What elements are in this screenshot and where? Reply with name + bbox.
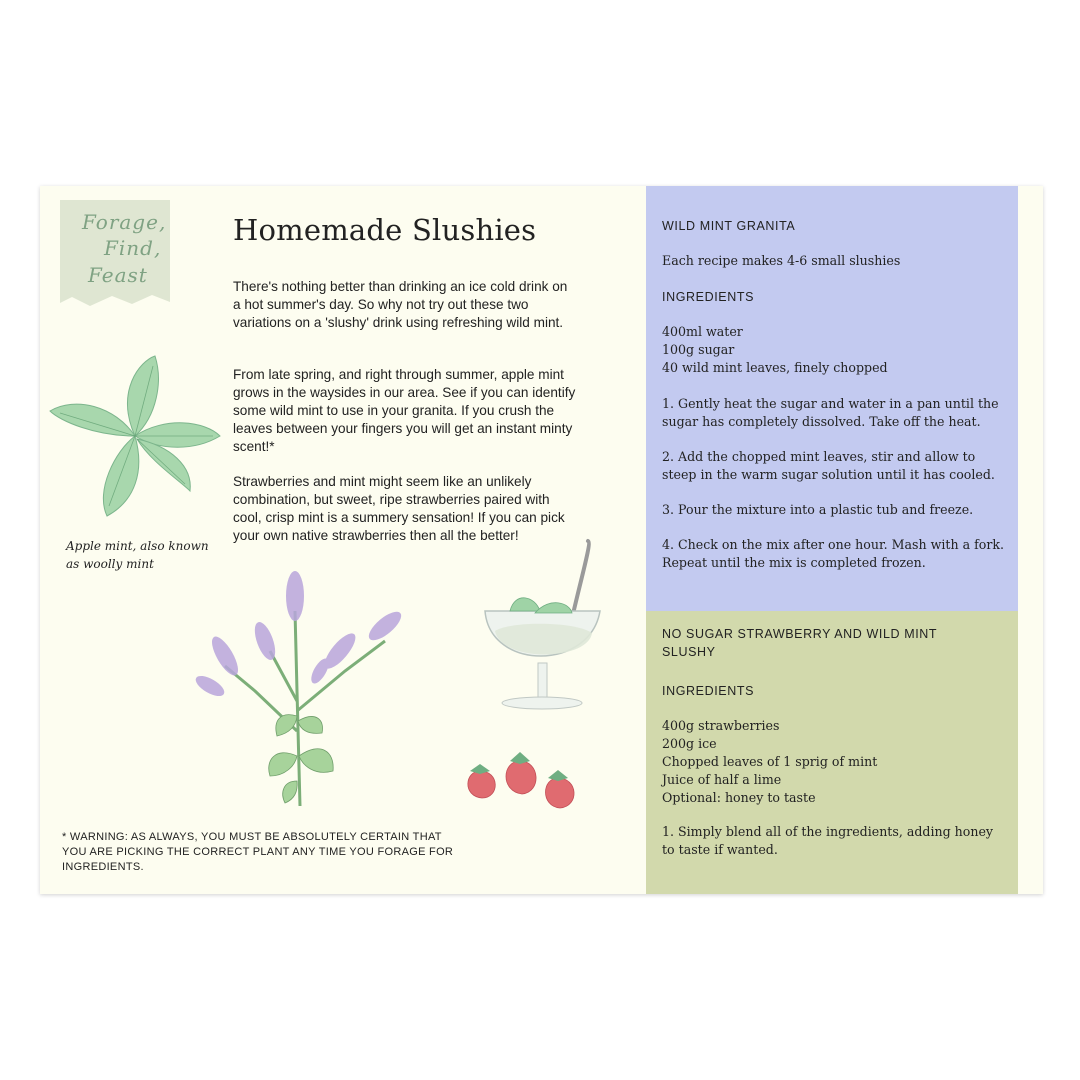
granita-step-1: 1. Gently heat the sugar and water in a pan until the sugar has completely dissolved. Take off the heat. (662, 396, 999, 429)
mint-caption (66, 537, 216, 573)
slushy-ingredients-list (662, 717, 1007, 807)
intro-paragraph-1: There's nothing better than drinking an ice cold drink on a hot summer's day. So why not try out these two variations on a 'slushy' drink using refreshing wild mint. (233, 279, 568, 330)
logo-line-2: Find, (104, 236, 162, 260)
granita-yield: Each recipe makes 4-6 small slushies (662, 253, 901, 268)
logo-line-1: Forage, (82, 210, 167, 234)
list-item: 40 wild mint leaves, finely chopped (662, 360, 888, 375)
warning-note: * WARNING: AS ALWAYS, YOU MUST BE ABSOLUTELY CERTAIN THAT YOU ARE PICKING THE CORRECT PLANT ANY TIME YOU FORAGE FOR INGREDIENTS. (62, 831, 454, 873)
granita-step-3: 3. Pour the mixture into a plastic tub and freeze. (662, 502, 974, 517)
list-item: 400g strawberries (662, 718, 780, 733)
mint-leaves-illustration (45, 351, 225, 521)
list-item: 200g ice (662, 736, 717, 751)
slushy-step-1: 1. Simply blend all of the ingredients, adding honey to taste if wanted. (662, 824, 994, 857)
granita-step-4: 4. Check on the mix after one hour. Mash with a fork. Repeat until the mix is completed frozen. (662, 537, 1004, 570)
granita-glass-illustration (480, 541, 630, 701)
granita-ingredients-label: INGREDIENTS (662, 290, 755, 304)
flowering-mint-illustration (185, 571, 415, 816)
list-item: Juice of half a lime (662, 772, 782, 787)
strawberries-illustration (460, 746, 590, 826)
intro-paragraph-3: Strawberries and mint might seem like an unlikely combination, but sweet, ripe strawberries paired with cool, crisp mint is a summery sensation! If you can pick your own native strawberries then all the better! (233, 474, 565, 543)
list-item: Chopped leaves of 1 sprig of mint (662, 754, 878, 769)
slushy-ingredients-label: INGREDIENTS (662, 684, 755, 698)
granita-ingredients-list (662, 323, 1007, 377)
intro-paragraph-2: From late spring, and right through summer, apple mint grows in the waysides in our area. See if you can identify some wild mint to use in your granita. If you crush the leaves between your fingers you will get an instant minty scent!* (233, 367, 576, 454)
list-item: 400ml water (662, 324, 743, 339)
page-title: Homemade Slushies (233, 213, 537, 247)
mint-caption-line-1: Apple mint, also known (66, 539, 209, 553)
granita-step-2: 2. Add the chopped mint leaves, stir and allow to steep in the warm sugar solution until it has cooled. (662, 449, 995, 482)
forage-find-feast-logo (60, 200, 170, 312)
book-page (40, 186, 1043, 894)
mint-caption-line-2: as woolly mint (66, 557, 154, 571)
logo-line-3: Feast (88, 263, 148, 287)
slushy-title: NO SUGAR STRAWBERRY AND WILD MINT SLUSHY (662, 627, 937, 659)
list-item: 100g sugar (662, 342, 735, 357)
list-item: Optional: honey to taste (662, 790, 816, 805)
granita-title: WILD MINT GRANITA (662, 219, 796, 233)
